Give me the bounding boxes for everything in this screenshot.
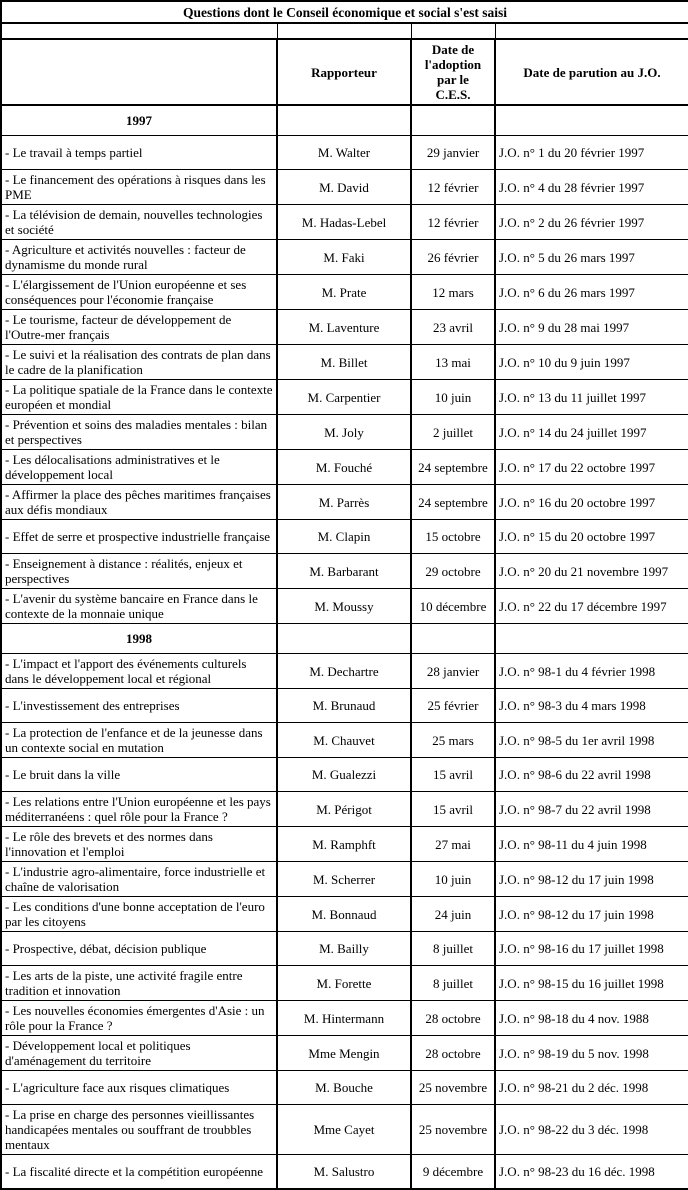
rapporteur-cell: M. Clapin <box>277 520 411 554</box>
date-parution-cell: J.O. n° 98-19 du 5 nov. 1998 <box>495 1036 688 1071</box>
date-parution-cell: J.O. n° 98-11 du 4 juin 1998 <box>495 827 688 862</box>
table-row <box>1 689 688 723</box>
rapporteur-cell: M. Joly <box>277 415 411 450</box>
col-header-question <box>1 39 277 105</box>
date-adoption-cell: 28 janvier <box>411 654 495 689</box>
date-adoption-cell: 15 octobre <box>411 520 495 554</box>
date-parution-cell: J.O. n° 98-18 du 4 nov. 1988 <box>495 1001 688 1036</box>
rapporteur-cell: M. Périgot <box>277 792 411 827</box>
rapporteur-cell: M. Bouche <box>277 1071 411 1105</box>
table-row <box>1 240 688 275</box>
date-parution-cell: J.O. n° 98-12 du 17 juin 1998 <box>495 897 688 932</box>
title-row <box>1 1 688 23</box>
table-row <box>1 758 688 792</box>
question-cell: - Développement local et politiques d'aménagement du territoire <box>1 1036 277 1071</box>
date-adoption-cell: 12 février <box>411 205 495 240</box>
question-cell: - L'avenir du système bancaire en France dans le contexte de la monnaie unique <box>1 589 277 624</box>
date-adoption-cell: 28 octobre <box>411 1001 495 1036</box>
header-row <box>1 39 688 105</box>
empty-cell <box>411 624 495 654</box>
date-adoption-cell: 24 septembre <box>411 485 495 520</box>
date-adoption-cell: 25 novembre <box>411 1105 495 1155</box>
empty-cell <box>411 105 495 136</box>
date-parution-cell: J.O. n° 98-6 du 22 avril 1998 <box>495 758 688 792</box>
date-parution-cell: J.O. n° 10 du 9 juin 1997 <box>495 345 688 380</box>
question-cell: - La protection de l'enfance et de la jeunesse dans un contexte social en mutation <box>1 723 277 758</box>
date-adoption-cell: 10 décembre <box>411 589 495 624</box>
date-parution-cell: J.O. n° 17 du 22 octobre 1997 <box>495 450 688 485</box>
col-header-rapporteur: Rapporteur <box>277 39 411 105</box>
question-cell: - L'impact et l'apport des événements culturels dans le développement local et régional <box>1 654 277 689</box>
table-row <box>1 897 688 932</box>
table-row <box>1 792 688 827</box>
date-adoption-cell: 15 avril <box>411 758 495 792</box>
question-cell: - L'investissement des entreprises <box>1 689 277 723</box>
date-adoption-cell: 26 février <box>411 240 495 275</box>
rapporteur-cell: M. Walter <box>277 136 411 170</box>
spacer-row <box>1 23 688 39</box>
question-cell: - La politique spatiale de la France dans le contexte européen et mondial <box>1 380 277 415</box>
question-cell: - Prévention et soins des maladies mentales : bilan et perspectives <box>1 415 277 450</box>
question-cell: - Les conditions d'une bonne acceptation de l'euro par les citoyens <box>1 897 277 932</box>
rapporteur-cell: M. Hintermann <box>277 1001 411 1036</box>
date-adoption-cell: 13 mai <box>411 345 495 380</box>
table-row <box>1 1105 688 1155</box>
date-parution-cell: J.O. n° 15 du 20 octobre 1997 <box>495 520 688 554</box>
question-cell: - Le travail à temps partiel <box>1 136 277 170</box>
date-parution-cell: J.O. n° 98-3 du 4 mars 1998 <box>495 689 688 723</box>
table-row <box>1 966 688 1001</box>
spacer-cell <box>411 23 495 39</box>
rapporteur-cell: M. Fouché <box>277 450 411 485</box>
question-cell: - Le rôle des brevets et des normes dans l'innovation et l'emploi <box>1 827 277 862</box>
rapporteur-cell: M. Billet <box>277 345 411 380</box>
section-row-1998 <box>1 624 688 654</box>
rapporteur-cell: M. Moussy <box>277 589 411 624</box>
table-row <box>1 654 688 689</box>
question-cell: - Agriculture et activités nouvelles : facteur de dynamisme du monde rural <box>1 240 277 275</box>
table-row <box>1 554 688 589</box>
question-cell: - Effet de serre et prospective industrielle française <box>1 520 277 554</box>
date-parution-cell: J.O. n° 5 du 26 mars 1997 <box>495 240 688 275</box>
date-adoption-cell: 24 septembre <box>411 450 495 485</box>
date-adoption-cell: 10 juin <box>411 380 495 415</box>
rapporteur-cell: M. Bailly <box>277 932 411 966</box>
rapporteur-cell: M. Scherrer <box>277 862 411 897</box>
date-parution-cell: J.O. n° 20 du 21 novembre 1997 <box>495 554 688 589</box>
rapporteur-cell: M. David <box>277 170 411 205</box>
table-body <box>1 105 688 1189</box>
date-adoption-cell: 12 mars <box>411 275 495 310</box>
date-parution-cell: J.O. n° 16 du 20 octobre 1997 <box>495 485 688 520</box>
date-adoption-cell: 10 juin <box>411 862 495 897</box>
date-parution-cell: J.O. n° 98-7 du 22 avril 1998 <box>495 792 688 827</box>
date-parution-cell: J.O. n° 9 du 28 mai 1997 <box>495 310 688 345</box>
question-cell: - Les nouvelles économies émergentes d'Asie : un rôle pour la France ? <box>1 1001 277 1036</box>
table-title: Questions dont le Conseil économique et social s'est saisi <box>1 1 688 23</box>
date-adoption-cell: 29 octobre <box>411 554 495 589</box>
date-adoption-cell: 2 juillet <box>411 415 495 450</box>
table-row <box>1 520 688 554</box>
question-cell: - Le bruit dans la ville <box>1 758 277 792</box>
question-cell: - Les relations entre l'Union européenne et les pays méditerranéens : quel rôle pour la France ? <box>1 792 277 827</box>
date-parution-cell: J.O. n° 98-15 du 16 juillet 1998 <box>495 966 688 1001</box>
table-row <box>1 589 688 624</box>
section-year: 1997 <box>1 105 277 136</box>
date-adoption-cell: 8 juillet <box>411 966 495 1001</box>
table-row <box>1 170 688 205</box>
question-cell: - Les délocalisations administratives et le développement local <box>1 450 277 485</box>
table-row <box>1 310 688 345</box>
date-adoption-cell: 25 novembre <box>411 1071 495 1105</box>
spacer-cell <box>495 23 688 39</box>
table-row <box>1 275 688 310</box>
section-year: 1998 <box>1 624 277 654</box>
date-parution-cell: J.O. n° 98-12 du 17 juin 1998 <box>495 862 688 897</box>
date-adoption-cell: 24 juin <box>411 897 495 932</box>
question-cell: - Le tourisme, facteur de développement de l'Outre-mer français <box>1 310 277 345</box>
date-adoption-cell: 9 décembre <box>411 1155 495 1190</box>
table-row <box>1 1001 688 1036</box>
date-adoption-cell: 25 mars <box>411 723 495 758</box>
date-parution-cell: J.O. n° 98-5 du 1er avril 1998 <box>495 723 688 758</box>
rapporteur-cell: M. Gualezzi <box>277 758 411 792</box>
date-adoption-cell: 29 janvier <box>411 136 495 170</box>
table-row <box>1 827 688 862</box>
date-parution-cell: J.O. n° 2 du 26 février 1997 <box>495 205 688 240</box>
question-cell: - La télévision de demain, nouvelles technologies et société <box>1 205 277 240</box>
rapporteur-cell: M. Faki <box>277 240 411 275</box>
table-row <box>1 380 688 415</box>
spacer-cell <box>1 23 277 39</box>
rapporteur-cell: M. Carpentier <box>277 380 411 415</box>
date-adoption-cell: 28 octobre <box>411 1036 495 1071</box>
rapporteur-cell: M. Dechartre <box>277 654 411 689</box>
date-parution-cell: J.O. n° 98-22 du 3 déc. 1998 <box>495 1105 688 1155</box>
rapporteur-cell: M. Ramphft <box>277 827 411 862</box>
rapporteur-cell: M. Laventure <box>277 310 411 345</box>
date-parution-cell: J.O. n° 22 du 17 décembre 1997 <box>495 589 688 624</box>
rapporteur-cell: Mme Cayet <box>277 1105 411 1155</box>
empty-cell <box>277 105 411 136</box>
question-cell: - Enseignement à distance : réalités, enjeux et perspectives <box>1 554 277 589</box>
rapporteur-cell: M. Hadas-Lebel <box>277 205 411 240</box>
rapporteur-cell: M. Chauvet <box>277 723 411 758</box>
date-adoption-cell: 15 avril <box>411 792 495 827</box>
date-adoption-cell: 23 avril <box>411 310 495 345</box>
empty-cell <box>495 624 688 654</box>
table-row <box>1 415 688 450</box>
date-parution-cell: J.O. n° 14 du 24 juillet 1997 <box>495 415 688 450</box>
table-row <box>1 450 688 485</box>
table-row <box>1 1155 688 1190</box>
date-adoption-cell: 25 février <box>411 689 495 723</box>
question-cell: - Les arts de la piste, une activité fragile entre tradition et innovation <box>1 966 277 1001</box>
date-parution-cell: J.O. n° 6 du 26 mars 1997 <box>495 275 688 310</box>
question-cell: - L'élargissement de l'Union européenne et ses conséquences pour l'économie française <box>1 275 277 310</box>
table-row <box>1 136 688 170</box>
spacer-cell <box>277 23 411 39</box>
question-cell: - La fiscalité directe et la compétition européenne <box>1 1155 277 1190</box>
empty-cell <box>277 624 411 654</box>
col-header-date-parution: Date de parution au J.O. <box>495 39 688 105</box>
question-cell: - L'industrie agro-alimentaire, force industrielle et chaîne de valorisation <box>1 862 277 897</box>
date-parution-cell: J.O. n° 13 du 11 juillet 1997 <box>495 380 688 415</box>
date-parution-cell: J.O. n° 4 du 28 février 1997 <box>495 170 688 205</box>
table-row <box>1 862 688 897</box>
rapporteur-cell: M. Brunaud <box>277 689 411 723</box>
date-adoption-cell: 27 mai <box>411 827 495 862</box>
rapporteur-cell: M. Prate <box>277 275 411 310</box>
rapporteur-cell: M. Salustro <box>277 1155 411 1190</box>
rapporteur-cell: Mme Mengin <box>277 1036 411 1071</box>
question-cell: - Affirmer la place des pêches maritimes françaises aux défis mondiaux <box>1 485 277 520</box>
table-row <box>1 485 688 520</box>
question-cell: - La prise en charge des personnes vieillissantes handicapées mentales ou souffrant de troubbles mentaux <box>1 1105 277 1155</box>
date-parution-cell: J.O. n° 98-16 du 17 juillet 1998 <box>495 932 688 966</box>
date-parution-cell: J.O. n° 98-21 du 2 déc. 1998 <box>495 1071 688 1105</box>
question-cell: - Prospective, débat, décision publique <box>1 932 277 966</box>
date-parution-cell: J.O. n° 98-1 du 4 février 1998 <box>495 654 688 689</box>
date-adoption-cell: 12 février <box>411 170 495 205</box>
rapporteur-cell: M. Bonnaud <box>277 897 411 932</box>
table-row <box>1 723 688 758</box>
rapporteur-cell: M. Parrès <box>277 485 411 520</box>
table-row <box>1 932 688 966</box>
date-adoption-cell: 8 juillet <box>411 932 495 966</box>
col-header-date-adoption: Date de l'adoption par le C.E.S. <box>411 39 495 105</box>
question-cell: - Le financement des opérations à risques dans les PME <box>1 170 277 205</box>
date-parution-cell: J.O. n° 98-23 du 16 déc. 1998 <box>495 1155 688 1190</box>
table-row <box>1 1071 688 1105</box>
date-parution-cell: J.O. n° 1 du 20 février 1997 <box>495 136 688 170</box>
question-cell: - Le suivi et la réalisation des contrats de plan dans le cadre de la planification <box>1 345 277 380</box>
empty-cell <box>495 105 688 136</box>
table-row <box>1 205 688 240</box>
rapporteur-cell: M. Forette <box>277 966 411 1001</box>
table-row <box>1 1036 688 1071</box>
table-row <box>1 345 688 380</box>
rapporteur-cell: M. Barbarant <box>277 554 411 589</box>
section-row-1997 <box>1 105 688 136</box>
question-cell: - L'agriculture face aux risques climatiques <box>1 1071 277 1105</box>
